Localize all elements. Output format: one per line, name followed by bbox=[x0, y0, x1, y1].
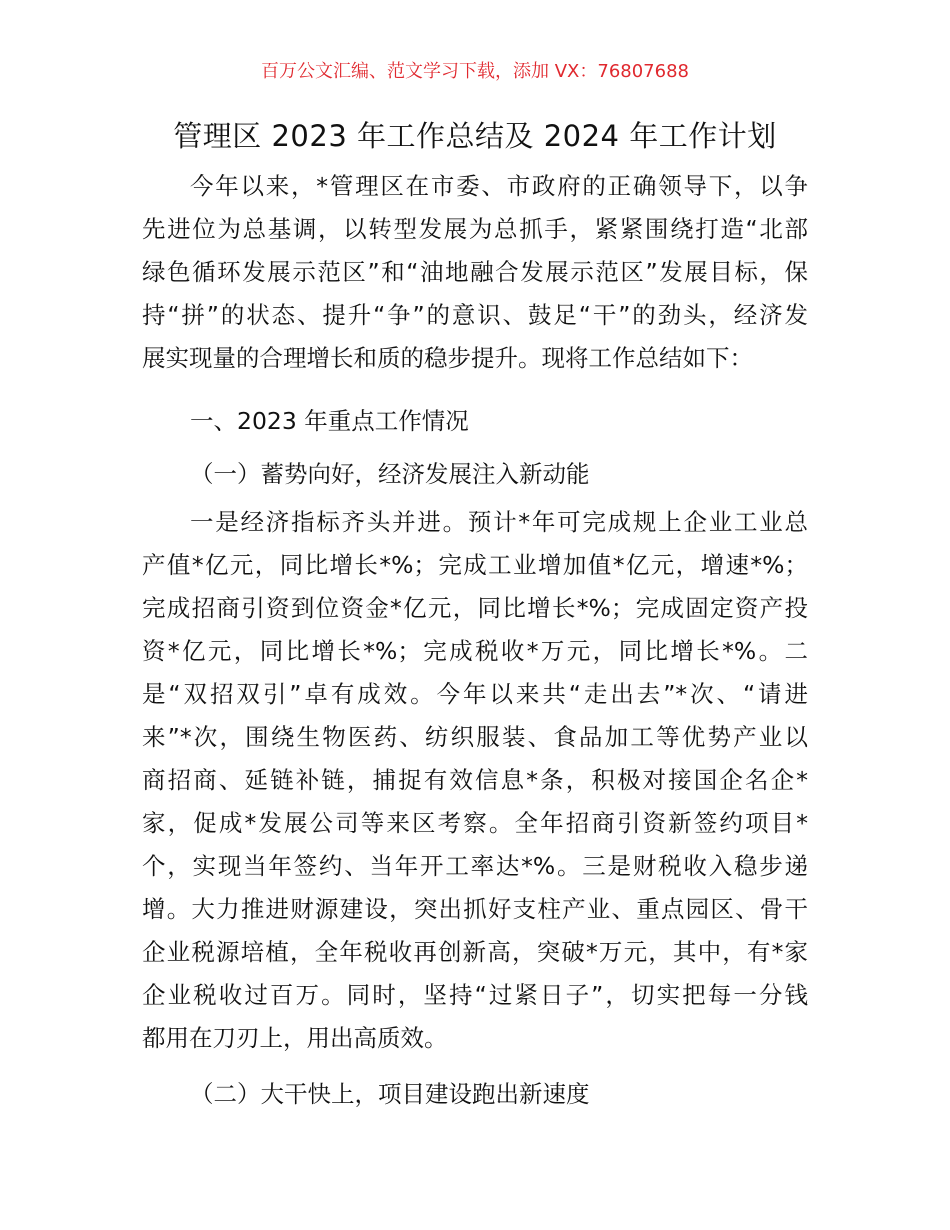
text-line: 资*亿元，同比增长*%；完成税收*万元，同比增长*%。二 bbox=[142, 637, 808, 665]
text-line: 企业税源培植，全年税收再创新高，突破*万元，其中，有*家 bbox=[142, 938, 808, 966]
text-line: 家，促成*发展公司等来区考察。全年招商引资新签约项目* bbox=[142, 809, 808, 837]
section-heading: 一、2023 年重点工作情况 bbox=[190, 407, 469, 435]
text-line: 一是经济指标齐头并进。预计*年可完成规上企业工业总 bbox=[190, 508, 808, 536]
watermark-banner: 百万公文汇编、范文学习下载，添加 VX：76807688 bbox=[261, 61, 689, 82]
text-line: 产值*亿元，同比增长*%；完成工业增加值*亿元，增速*%； bbox=[142, 551, 808, 579]
text-line: 今年以来，*管理区在市委、市政府的正确领导下，以争 bbox=[190, 172, 808, 200]
text-line: 个，实现当年签约、当年开工率达*%。三是财税收入稳步递 bbox=[142, 852, 808, 880]
text-line: 都用在刀刃上，用出高质效。 bbox=[142, 1024, 448, 1052]
document-title: 管理区 2023 年工作总结及 2024 年工作计划 bbox=[173, 119, 777, 153]
section1-paragraph bbox=[142, 501, 808, 1060]
text-line: 商招商、延链补链，捕捉有效信息*条，积极对接国企名企* bbox=[142, 766, 808, 794]
text-line: 先进位为总基调，以转型发展为总抓手，紧紧围绕打造“北部 bbox=[142, 215, 808, 243]
text-line: 完成招商引资到位资金*亿元，同比增长*%；完成固定资产投 bbox=[142, 594, 808, 622]
text-line: 展实现量的合理增长和质的稳步提升。现将工作总结如下： bbox=[142, 344, 753, 372]
intro-paragraph bbox=[142, 165, 808, 380]
text-line: 持“拼”的状态、提升“争”的意识、鼓足“干”的劲头，经济发 bbox=[142, 301, 808, 329]
text-line: 绿色循环发展示范区”和“油地融合发展示范区”发展目标，保 bbox=[142, 258, 808, 286]
document-body bbox=[142, 165, 808, 1121]
text-line: 企业税收过百万。同时，坚持“过紧日子”，切实把每一分钱 bbox=[142, 981, 808, 1009]
subsection-heading: （一）蓄势向好，经济发展注入新动能 bbox=[190, 460, 590, 488]
text-line: 是“双招双引”卓有成效。今年以来共“走出去”*次、“请进 bbox=[142, 680, 808, 708]
subsection-heading: （二）大干快上，项目建设跑出新速度 bbox=[190, 1080, 590, 1108]
text-line: 增。大力推进财源建设，突出抓好支柱产业、重点园区、骨干 bbox=[142, 895, 808, 923]
text-line: 来”*次，围绕生物医药、纺织服装、食品加工等优势产业以 bbox=[142, 723, 808, 751]
